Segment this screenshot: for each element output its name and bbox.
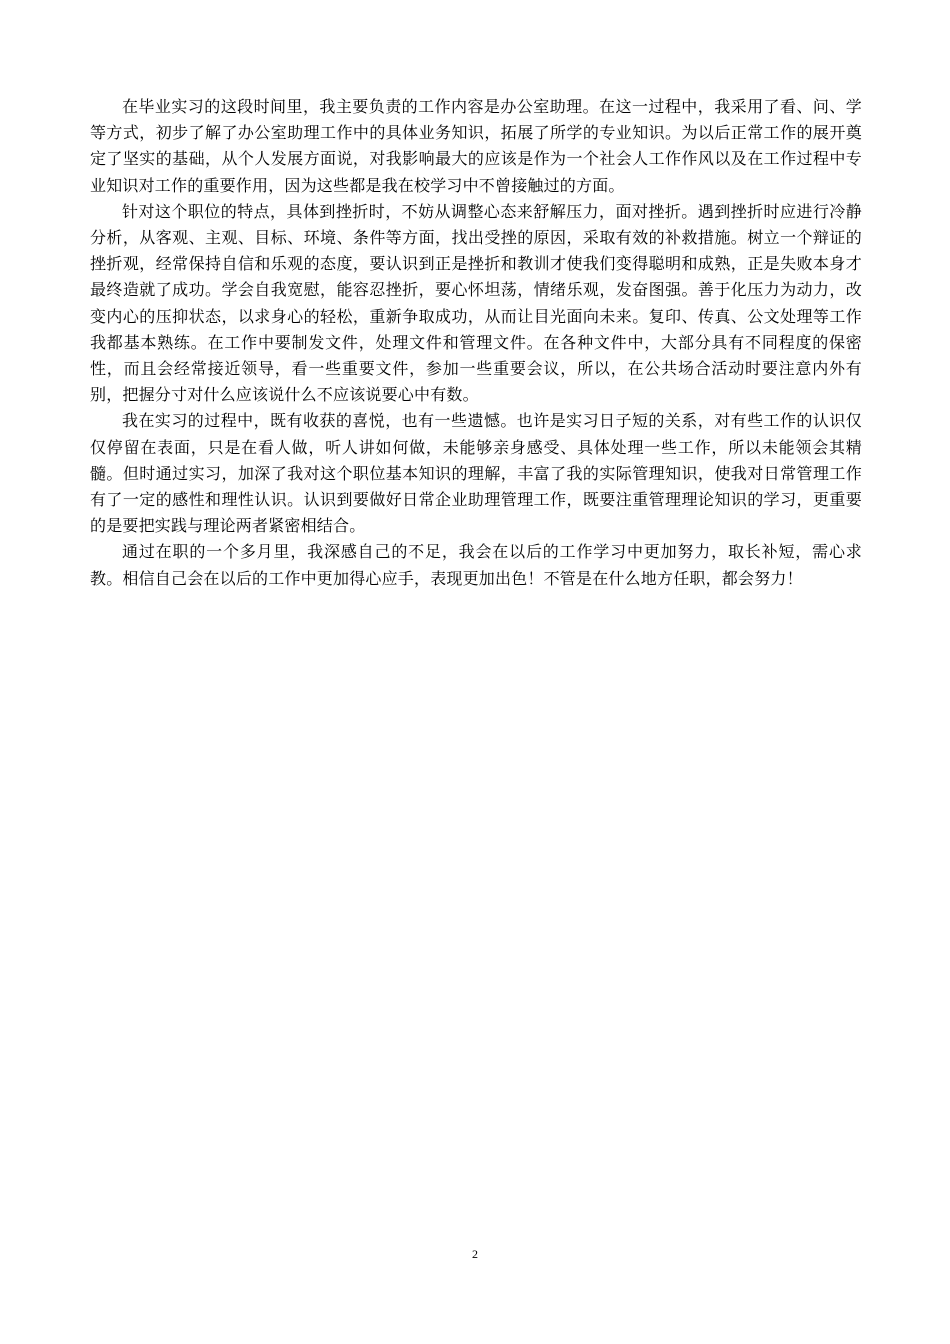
- document-body: [90, 94, 862, 592]
- paragraph: 通过在职的一个多月里，我深感自己的不足，我会在以后的工作学习中更加努力，取长补短，需心求教。相信自己会在以后的工作中更加得心应手，表现更加出色！不管是在什么地方任职，都会努力！: [90, 542, 862, 588]
- paragraph: 针对这个职位的特点，具体到挫折时，不妨从调整心态来舒解压力，面对挫折。遇到挫折时应进行冷静分析，从客观、主观、目标、环境、条件等方面，找出受挫的原因，采取有效的补救措施。树立一个辩证的挫折观，经常保持自信和乐观的态度，要认识到正是挫折和教训才使我们变得聪明和成熟，正是失败本身才最终造就了成功。学会自我宽慰，能容忍挫折，要心怀坦荡，情绪乐观，发奋图强。善于化压力为动力，改变内心的压抑状态，以求身心的轻松，重新争取成功，从而让目光面向未来。复印、传真、公文处理等工作我都基本熟练。在工作中要制发文件，处理文件和管理文件。在各种文件中，大部分具有不同程度的保密性，而且会经常接近领导，看一些重要文件，参加一些重要会议，所以，在公共场合活动时要注意内外有别，把握分寸对什么应该说什么不应该说要心中有数。: [90, 201, 862, 405]
- paragraph: 我在实习的过程中，既有收获的喜悦，也有一些遗憾。也许是实习日子短的关系，对有些工作的认识仅仅停留在表面，只是在看人做，听人讲如何做，未能够亲身感受、具体处理一些工作，所以未能领会其精髓。但时通过实习，加深了我对这个职位基本知识的理解，丰富了我的实际管理知识，使我对日常管理工作有了一定的感性和理性认识。认识到要做好日常企业助理管理工作，既要注重管理理论知识的学习，更重要的是要把实践与理论两者紧密相结合。: [90, 411, 862, 536]
- page-number: 2: [472, 1247, 478, 1261]
- paragraph: 在毕业实习的这段时间里，我主要负责的工作内容是办公室助理。在这一过程中，我采用了看、问、学等方式，初步了解了办公室助理工作中的具体业务知识，拓展了所学的专业知识。为以后正常工作的展开奠定了坚实的基础，从个人发展方面说，对我影响最大的应该是作为一个社会人工作作风以及在工作过程中专业知识对工作的重要作用，因为这些都是我在校学习中不曾接触过的方面。: [90, 97, 862, 195]
